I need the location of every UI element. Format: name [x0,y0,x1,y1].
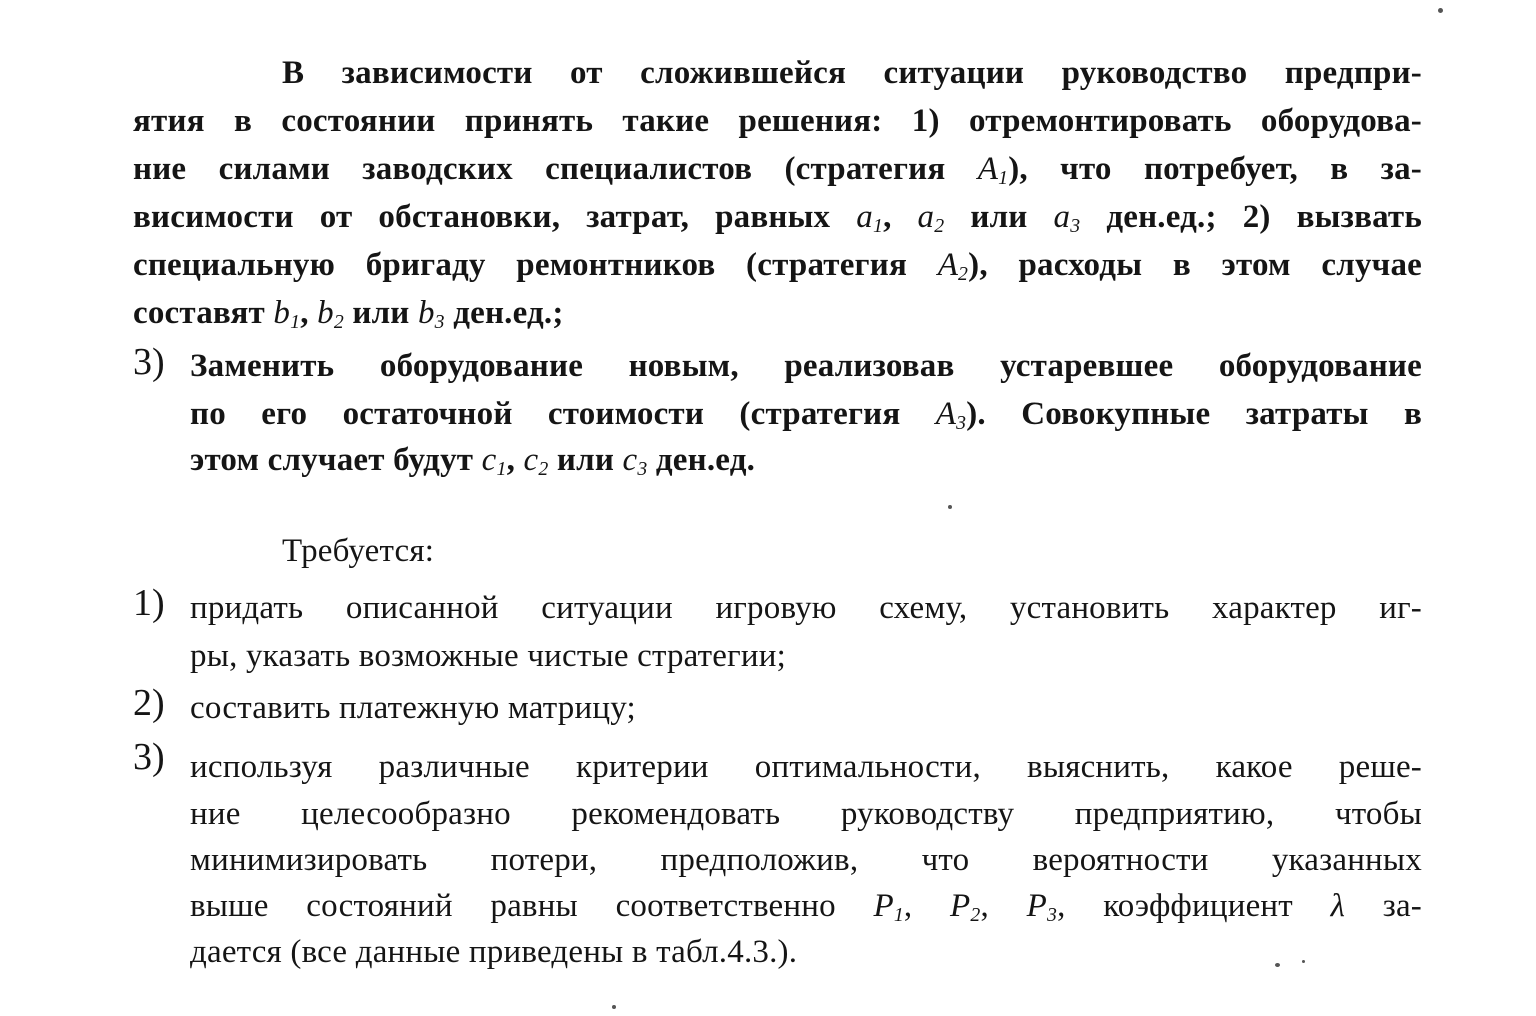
scan-speck [1438,8,1443,13]
lambda-coefficient: λ [1330,888,1346,924]
scan-speck [1302,960,1305,963]
paragraph-line: висимости от обстановки, затрат, равных $a_1$, $a_2$ или $a_3$ ден.ед.; 2) вызвать [133,199,1422,237]
cost-c3: $c_3$ [622,442,648,480]
paragraph-line: ятия в состоянии принять такие решения: 1) отремонтировать оборудова- [133,103,1422,139]
list-item-line: минимизировать потери, предположив, что вероятности указанных [190,842,1422,878]
list-number: 1) [133,582,165,624]
cost-b3: $b_3$ [417,295,445,333]
requirements-heading: Требуется: [282,533,435,569]
list-item-line: ние целесообразно рекомендовать руководству предприятию, чтобы [190,796,1422,832]
scan-speck [948,505,952,509]
cost-c1: $c_1$ [481,442,507,480]
list-item-line: выше состояний равны соответственно $P_1$, $P_2$, $P_3$, коэффициент λ за- [190,888,1422,926]
list-item-line: используя различные критерии оптимальности, выяснить, какое реше- [190,749,1422,785]
list-item-line: составить платежную матрицу; [190,690,636,726]
paragraph-line: составят $b_1$, $b_2$ или $b_3$ ден.ед.; [133,295,564,333]
list-number: 2) [133,682,165,724]
probability-p2: $P_2$ [950,888,981,926]
list-item-line: Заменить оборудование новым, реализовав устаревшее оборудование [190,348,1422,384]
probability-p1: $P_1$ [873,888,904,926]
cost-b2: $b_2$ [317,295,344,333]
list-item-line: ры, указать возможные чистые стратегии; [190,638,786,674]
paragraph-line: ние силами заводских специалистов (стратегия $A_1$), что потребует, в за- [133,151,1422,189]
cost-a1: $a_1$ [856,199,884,237]
scan-speck [1275,963,1280,967]
paragraph-line: специальную бригаду ремонтников (стратегия $A_2$), расходы в этом случае [133,247,1423,285]
list-item-line: дается (все данные приведены в табл.4.3.). [190,934,798,970]
paragraph-line: В зависимости от сложившейся ситуации руководство предпри- [282,55,1422,91]
list-item-line: придать описанной ситуации игровую схему, установить характер иг- [190,590,1422,626]
scan-speck [612,1005,616,1009]
list-number: 3) [133,736,165,778]
strategy-a3: $A_3$ [935,396,967,434]
strategy-a1: $A_1$ [977,151,1009,189]
cost-c2: $c_2$ [523,442,549,480]
cost-a3: $a_3$ [1053,199,1081,237]
cost-b1: $b_1$ [273,295,301,333]
list-number: 3) [133,341,165,383]
probability-p3: $P_3$ [1026,888,1058,926]
list-item-line: по его остаточной стоимости (стратегия $A_3$). Совокупные затраты в [190,396,1422,434]
cost-a2: $a_2$ [917,199,945,237]
strategy-a2: $A_2$ [937,247,969,285]
list-item-line: этом случает будут $c_1$, $c_2$ или $c_3$ ден.ед. [190,442,756,480]
